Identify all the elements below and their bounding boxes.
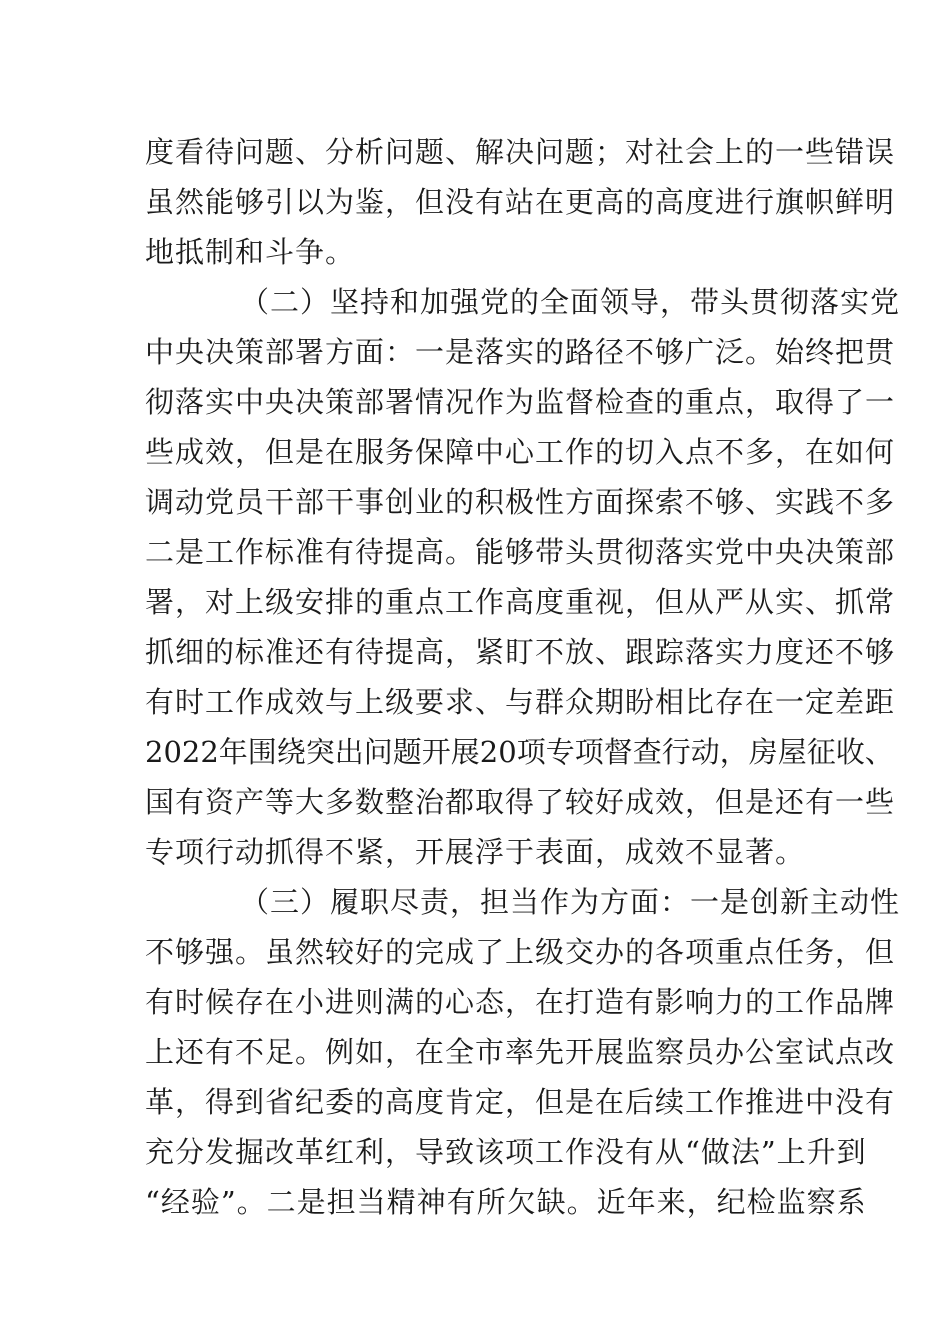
text-line: 些成效，但是在服务保障中心工作的切入点不多，在如何 bbox=[145, 435, 896, 469]
text-line: 有时工作成效与上级要求、与群众期盼相比存在一定差距 bbox=[145, 685, 896, 719]
section-heading-line: （三）履职尽责，担当作为方面：一是创新主动性 bbox=[240, 885, 901, 919]
text-line: “经验”。二是担当精神有所欠缺。近年来，纪检监察系 bbox=[145, 1185, 867, 1219]
text-line: 充分发掘改革红利，导致该项工作没有从“做法”上升到 bbox=[145, 1135, 867, 1169]
section-heading-line: （二）坚持和加强党的全面领导，带头贯彻落实党 bbox=[240, 285, 901, 319]
text-line: 地抵制和斗争。 bbox=[145, 235, 356, 269]
text-line: 有时候存在小进则满的心态，在打造有影响力的工作品牌 bbox=[145, 985, 896, 1019]
text-line: 署，对上级安排的重点工作高度重视，但从严从实、抓常 bbox=[145, 585, 896, 619]
text-line: 2022年围绕突出问题开展20项专项督查行动，房屋征收、 bbox=[145, 735, 894, 769]
text-line: 专项行动抓得不紧，开展浮于表面，成效不显著。 bbox=[145, 835, 806, 869]
text-line: 国有资产等大多数整治都取得了较好成效，但是还有一些 bbox=[145, 785, 896, 819]
text-line: 虽然能够引以为鉴，但没有站在更高的高度进行旗帜鲜明 bbox=[145, 185, 896, 219]
text-line: 革，得到省纪委的高度肯定，但是在后续工作推进中没有 bbox=[145, 1085, 896, 1119]
text-line: 二是工作标准有待提高。能够带头贯彻落实党中央决策部 bbox=[145, 535, 896, 569]
text-line: 度看待问题、分析问题、解决问题；对社会上的一些错误 bbox=[145, 135, 896, 169]
text-line: 彻落实中央决策部署情况作为监督检查的重点，取得了一 bbox=[145, 385, 896, 419]
text-line: 抓细的标准还有待提高，紧盯不放、跟踪落实力度还不够 bbox=[145, 635, 896, 669]
text-line: 上还有不足。例如，在全市率先开展监察员办公室试点改 bbox=[145, 1035, 896, 1069]
text-line: 中央决策部署方面：一是落实的路径不够广泛。始终把贯 bbox=[145, 335, 896, 369]
text-line: 调动党员干部干事创业的积极性方面探索不够、实践不多 bbox=[145, 485, 896, 519]
text-line: 不够强。虽然较好的完成了上级交办的各项重点任务，但 bbox=[145, 935, 896, 969]
